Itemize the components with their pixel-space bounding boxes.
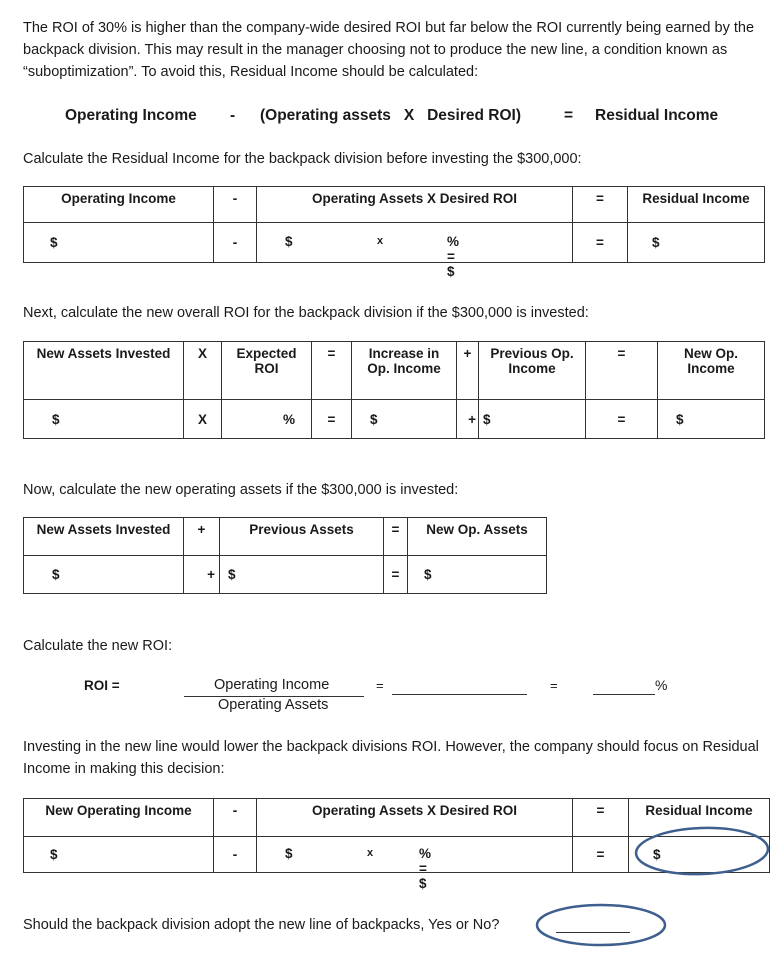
- section2-instruction: Next, calculate the new overall ROI for the backpack division if the $300,000 is invested:: [23, 305, 589, 321]
- fraction-numerator: Operating Income: [184, 677, 364, 697]
- residual-income-formula: [0, 107, 784, 129]
- header-operating-income: Operating Income: [24, 187, 214, 223]
- formula-assets-roi: (Operating assets X Desired ROI): [260, 107, 521, 124]
- times-cell: X: [184, 400, 222, 439]
- header-equals: =: [384, 518, 408, 556]
- roi-blank-input[interactable]: [392, 680, 527, 695]
- input-new-operating-income[interactable]: $: [24, 837, 214, 873]
- times-sign: x: [367, 846, 374, 859]
- header-increase-op-income: Increase in Op. Income: [352, 342, 457, 400]
- header-minus: -: [214, 799, 257, 837]
- header-minus: -: [214, 187, 257, 223]
- header-equals: =: [312, 342, 352, 400]
- formula-operating-income: Operating Income: [65, 107, 197, 124]
- roi-pct-sign: %: [655, 677, 668, 693]
- header-previous-assets: Previous Assets: [220, 518, 384, 556]
- fraction-denominator: Operating Assets: [218, 697, 329, 713]
- header-assets-roi: Operating Assets X Desired ROI: [257, 799, 573, 837]
- roi-equals-2: =: [550, 678, 558, 693]
- input-residual-income[interactable]: $: [629, 837, 770, 873]
- plus-cell: +: [184, 556, 220, 594]
- input-operating-income[interactable]: $: [24, 223, 214, 263]
- pct-equals: % = $: [419, 845, 432, 891]
- formula-minus: -: [230, 107, 236, 124]
- input-expected-roi[interactable]: %: [222, 400, 312, 439]
- intro-paragraph: The ROI of 30% is higher than the company-wide desired ROI but far below the ROI currently being earned by the backpack division. This may result in the manager choosing not to produce the new line, a condition known as “suboptimization”. To avoid this, Residual Income should be calculated:: [23, 20, 755, 80]
- formula-residual-income: Residual Income: [595, 107, 719, 124]
- formula-equals: =: [564, 107, 574, 124]
- residual-income-table-before: [23, 186, 765, 279]
- header-new-assets: New Assets Invested: [24, 342, 184, 400]
- minus-cell: -: [214, 223, 257, 263]
- header-new-operating-income: New Operating Income: [24, 799, 214, 837]
- input-residual-income[interactable]: $: [628, 223, 765, 263]
- minus-cell: -: [214, 837, 257, 873]
- roi-equals-1: =: [376, 678, 384, 693]
- roi-pct-input[interactable]: [593, 680, 655, 695]
- header-plus: +: [457, 342, 479, 400]
- section5-paragraph: Investing in the new line would lower the backpack divisions ROI. However, the company should focus on Residual Income in making this decision:: [23, 739, 759, 777]
- dollar-sign: $: [285, 845, 293, 861]
- header-new-op-income: New Op. Income: [658, 342, 765, 400]
- input-previous-op-income[interactable]: $: [479, 400, 586, 439]
- roi-fraction: [184, 677, 364, 717]
- header-expected-roi: Expected ROI: [222, 342, 312, 400]
- input-increase-op-income[interactable]: $: [352, 400, 457, 439]
- dollar-sign: $: [285, 233, 293, 249]
- header-plus: +: [184, 518, 220, 556]
- answer-blank-input[interactable]: [556, 918, 630, 933]
- new-operating-assets-table: [23, 517, 547, 594]
- header-new-assets: New Assets Invested: [24, 518, 184, 556]
- input-assets-roi[interactable]: [257, 837, 573, 891]
- input-new-assets[interactable]: $: [24, 556, 184, 594]
- equals-cell: =: [573, 837, 629, 873]
- equals-cell: =: [586, 400, 658, 439]
- times-sign: x: [377, 234, 384, 247]
- input-new-assets[interactable]: $: [24, 400, 184, 439]
- adopt-question: Should the backpack division adopt the new line of backpacks, Yes or No?: [23, 917, 500, 933]
- section1-instruction: Calculate the Residual Income for the backpack division before investing the $300,000:: [23, 151, 582, 167]
- pct-equals: % = $: [447, 233, 460, 279]
- header-assets-roi: Operating Assets X Desired ROI: [257, 187, 573, 223]
- header-equals: =: [573, 187, 628, 223]
- header-times: X: [184, 342, 222, 400]
- input-assets-roi[interactable]: [257, 223, 573, 279]
- header-equals: =: [573, 799, 629, 837]
- header-new-op-assets: New Op. Assets: [408, 518, 547, 556]
- equals-cell: =: [573, 223, 628, 263]
- new-roi-table: [23, 341, 765, 439]
- plus-cell: +: [457, 400, 479, 439]
- input-new-op-income[interactable]: $: [658, 400, 765, 439]
- header-residual-income: Residual Income: [629, 799, 770, 837]
- input-previous-assets[interactable]: $: [220, 556, 384, 594]
- roi-label: ROI =: [84, 678, 120, 693]
- equals-cell: =: [312, 400, 352, 439]
- residual-income-table-after: [23, 798, 770, 891]
- equals-cell: =: [384, 556, 408, 594]
- header-residual-income: Residual Income: [628, 187, 765, 223]
- input-new-op-assets[interactable]: $: [408, 556, 547, 594]
- section4-instruction: Calculate the new ROI:: [23, 638, 173, 654]
- header-previous-op-income: Previous Op. Income: [479, 342, 586, 400]
- header-equals: =: [586, 342, 658, 400]
- section3-instruction: Now, calculate the new operating assets if the $300,000 is invested:: [23, 482, 459, 498]
